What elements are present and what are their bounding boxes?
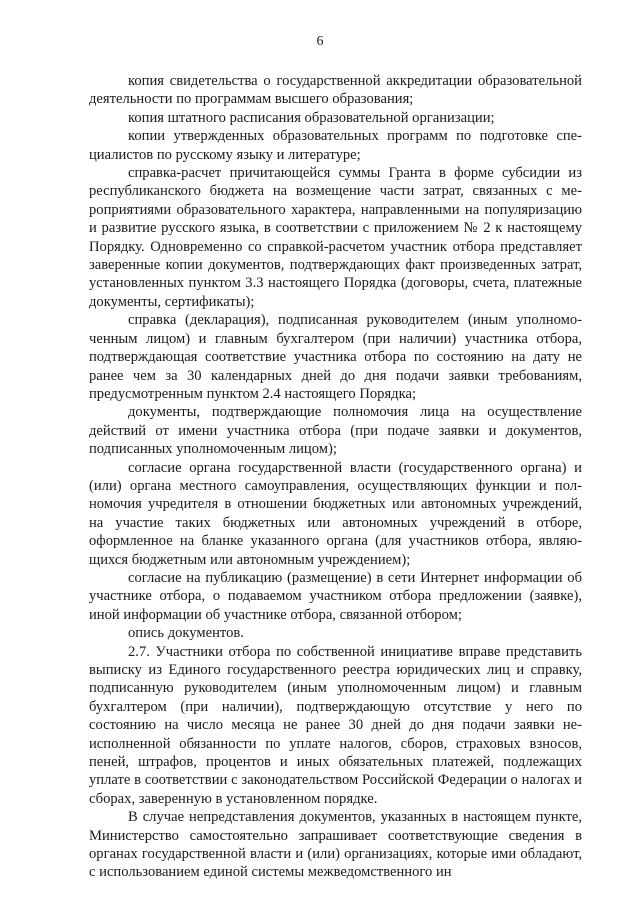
paragraph-publication-consent: согласие на публикацию (размещение) в сети Интернет информации об участнике отбора, о подаваемом участником отбора предложении (заявке), иной информации об участнике отбора, связанной отбором; [89, 569, 582, 623]
paragraph-section-2-7: 2.7. Участники отбора по собственной инициативе вправе представить выписку из Единого государственного реестра юридических лиц и справку, подписанную руководителем (иным уполномоченным лицом) и главным бухгалтером (при наличии), подтверждающую отсутствие у него по состоянию на число месяца не ранее 30 дней до дня подачи заявки неисполненной обязанности по уплате налогов, сборов, страховых взносов, пеней, штрафов, процентов и иных обязательных платежей, подлежащих уплате в соответствии с законодательством Российской Федерации о налогах и сборах, заверенную в установленном порядке. [89, 643, 582, 807]
paragraph-educational-programs: копии утвержденных образовательных программ по подготовке специалистов по русскому языку и литературе; [89, 128, 582, 163]
paragraph-document-inventory: опись документов. [128, 625, 244, 642]
page-number: 6 [316, 34, 324, 49]
paragraph-calculation-certificate: справка-расчет причитающейся суммы Гранта в форме субсидии из республиканского бюджета на возмещение части затрат, связанных с мероприятиями образовательного характера, направленными на популяризацию и развитие русского языка, в соответствии с приложением № 2 к настоящему Порядку. Одновременно со справкой-расчетом участник отбора представляет заверенные копии документов, подтверждающих факт произведенных затрат, установленных пунктом 3.3 настоящего Порядка (договоры, счета, платежные документы, сертификаты); [89, 165, 582, 310]
paragraph-staff-schedule: копия штатного расписания образовательной организации; [128, 109, 495, 126]
paragraph-non-submission: В случае непредставления документов, указанных в настоящем пункте, Министерство самостоятельно запрашивает соответствующие сведения в органах государственной власти и (или) организациях, которые ими обладают, с использованием единой системы межведомственного ин [89, 809, 582, 881]
paragraph-founder-consent: согласие органа государственной власти (государственного органа) и (или) органа местного самоуправления, осуществляющих функции и полномочия учредителя в отношении бюджетных или автономных учреждений, на участие таких бюджетных или автономных учреждений в отборе, оформленное на бланке указанного органа (для участников отбора, являющихся бюджетным или автономным учреждением); [89, 459, 582, 568]
paragraph-declaration: справка (декларация), подписанная руководителем (иным уполномоченным лицом) и главным бухгалтером (при наличии) участника отбора, подтверждающая соответствие участника отбора по состоянию на дату не ранее чем за 30 календарных дней до дня подачи заявки требованиям, предусмотренным пунктом 2.4 настоящего Порядка; [89, 312, 582, 402]
paragraph-accreditation-copy: копия свидетельства о государственной аккредитации образовательной деятельности по программам высшего образования; [89, 73, 582, 108]
paragraph-authority-documents: документы, подтверждающие полномочия лица на осуществление действий от имени участника отбора (при подаче заявки и документов, подписанных уполномоченным лицом); [89, 404, 582, 458]
document-body [89, 72, 582, 882]
